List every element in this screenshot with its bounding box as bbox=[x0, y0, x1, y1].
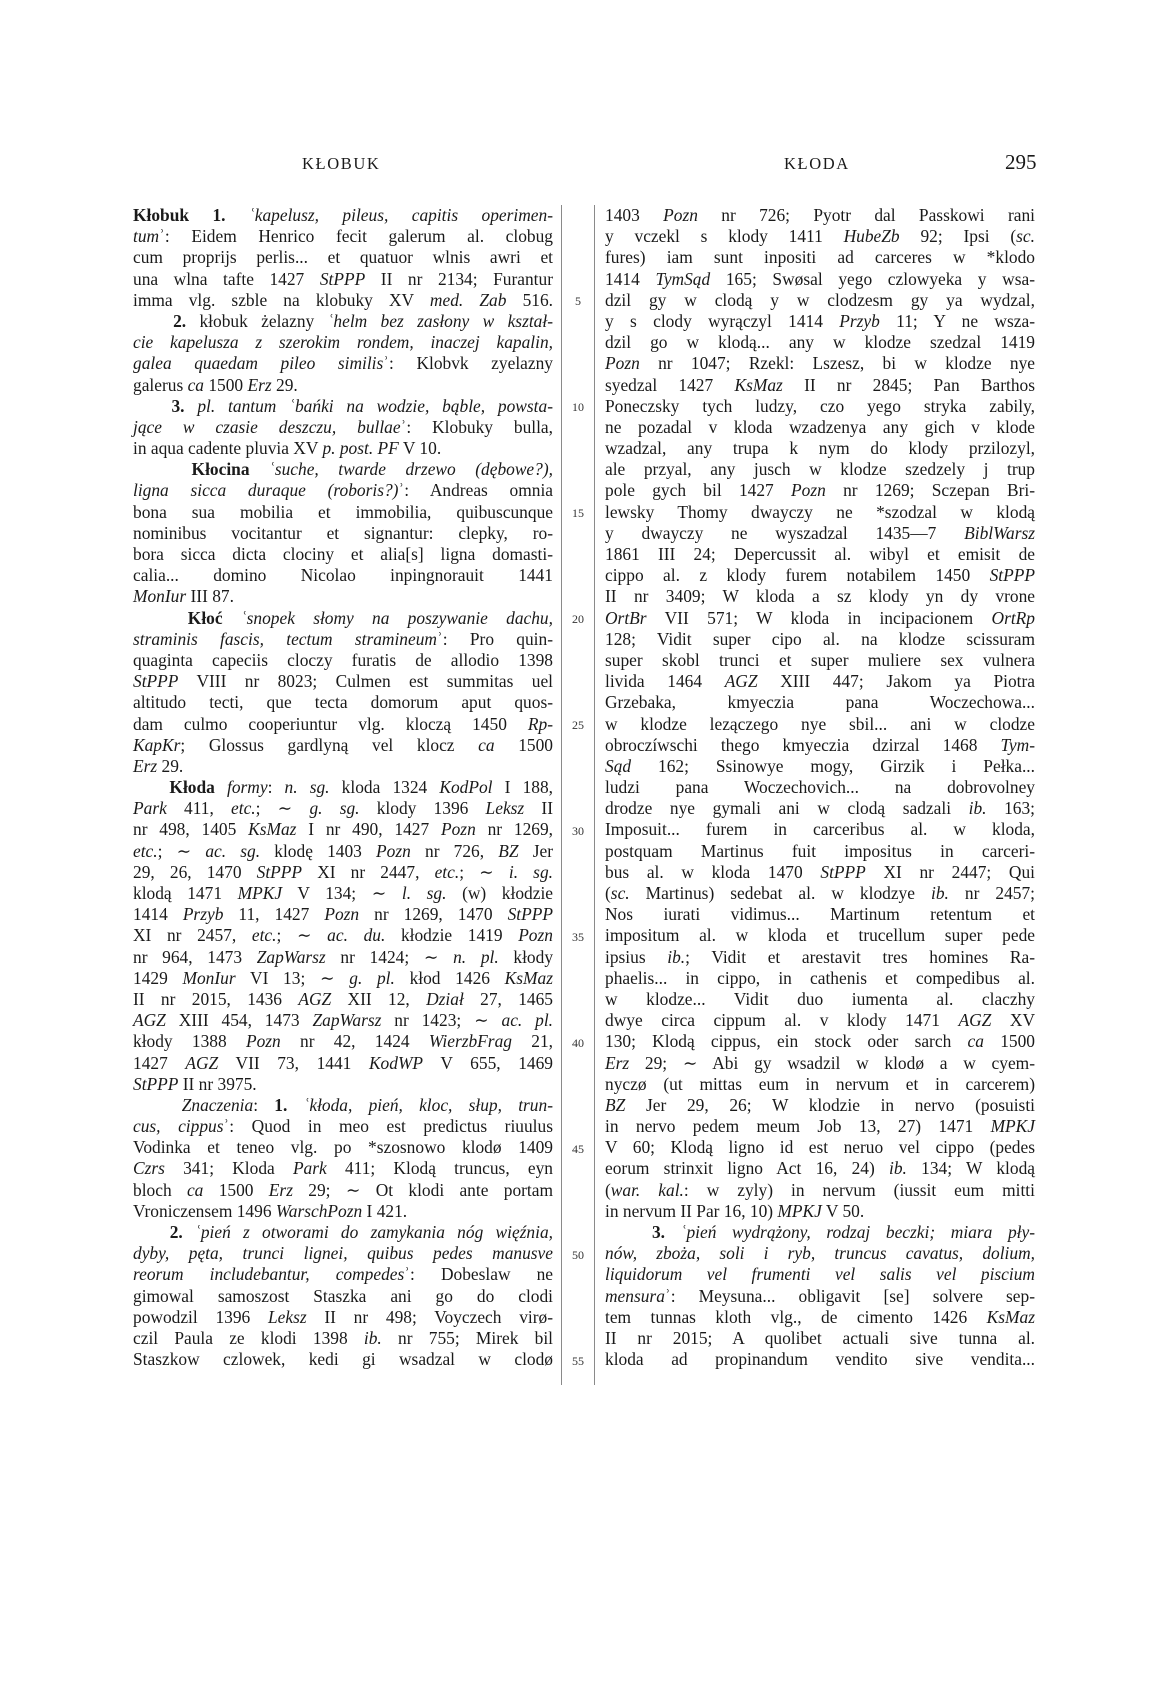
text-line: cum proprijs perlis... et quatuor wlnis awri et bbox=[133, 247, 553, 268]
text-line: y dwayczy ne wyszadzal 1435—7 BiblWarsz bbox=[605, 522, 1035, 543]
text-line: bloch ca 1500 Erz 29; ∼ Ot klodi ante portam bbox=[133, 1179, 554, 1200]
text-line: dyby, pęta, trunci lignei, quibus pedes manusve bbox=[133, 1243, 553, 1264]
gutter-rule-left bbox=[561, 205, 562, 1385]
text-line: Sąd 162; Ssinowye mogy, Girzik i Pełka... bbox=[605, 755, 1035, 776]
gutter-rule-right bbox=[594, 205, 595, 1385]
text-line: tumʾ: Eidem Henrico fecit galerum al. clobug bbox=[133, 226, 553, 247]
text-line: nr 964, 1473 ZapWarsz nr 1424; ∼ n. pl. kłody bbox=[133, 946, 554, 967]
text-line: (sc. Martinus) sedebat al. w klodzye ib. nr 2457; bbox=[605, 883, 1036, 903]
text-line: Kłoć ʿsnopek słomy na poszywanie dachu, bbox=[187, 607, 553, 628]
text-line: Kłoda formy: n. sg. kloda 1324 KodPol I 188, bbox=[169, 777, 553, 798]
text-line: czil Paula ze klodi 1398 ib. nr 755; Mirek bil bbox=[133, 1327, 553, 1348]
line-number: 45 bbox=[572, 1141, 584, 1156]
line-number: 25 bbox=[572, 717, 584, 732]
text-line: 1403 Pozn nr 726; Pyotr dal Passkowi rani bbox=[605, 205, 1035, 225]
text-line: ale przyal, any jusch w klodze szedzely j trup bbox=[605, 459, 1035, 480]
text-line: obroczíwschi thego kmyeczia dzirzal 1468 Tym- bbox=[605, 734, 1035, 755]
text-line: altitudo tecti, que tecta domorum aput quos- bbox=[133, 692, 553, 713]
text-line: 1429 MonIur VI 13; ∼ g. pl. kłod 1426 KsMaz bbox=[133, 967, 553, 988]
text-line: etc.; ∼ ac. sg. klodę 1403 Pozn nr 726, BZ Jer bbox=[133, 840, 553, 861]
text-line: impositum al. w kloda et trucellum super pede bbox=[605, 925, 1035, 946]
text-line: phaelis... in cippo, in cathenis et compedibus al. bbox=[605, 967, 1035, 988]
text-line: y vczekl s klody 1411 HubeZb 92; Ipsi (sc. bbox=[605, 226, 1035, 247]
text-line: 1414 TymSąd 165; Swøsal yego czlowyeka y wsa- bbox=[605, 268, 1036, 289]
text-line: ligna sicca duraque (roboris?)ʾ: Andreas omnia bbox=[133, 480, 553, 501]
text-line: pole gych bil 1427 Pozn nr 1269; Sczepan Bri- bbox=[605, 480, 1035, 501]
line-number: 15 bbox=[572, 505, 584, 520]
text-line: nyczø (ut mittas eum in nervum et in carcerem) bbox=[605, 1073, 1035, 1094]
text-line: 1427 AGZ VII 73, 1441 KodWP V 655, 1469 bbox=[133, 1052, 553, 1073]
line-number: 35 bbox=[572, 929, 584, 944]
line-number: 10 bbox=[572, 399, 584, 414]
line-number: 20 bbox=[572, 611, 584, 626]
page-number: 295 bbox=[1005, 150, 1037, 174]
text-line: dam culmo cooperiuntur vlg. kloczą 1450 Rp- bbox=[133, 713, 553, 734]
text-line: 3. ʿpień wydrążony, rodzaj beczki; miara pły- bbox=[651, 1222, 1035, 1242]
text-line: Znaczenia: 1. ʿkłoda, pień, kloc, słup, trun- bbox=[181, 1094, 553, 1115]
text-line: Grzebaka, kmyeczia pana Woczechowa... bbox=[605, 692, 1035, 713]
running-head-left: KŁOBUK bbox=[302, 154, 381, 173]
text-line: cie kapelusza z szerokim rondem, inaczej kapalin, bbox=[133, 332, 553, 353]
text-line: galea quaedam pileo similisʾ: Klobvk zyelazny bbox=[133, 353, 553, 374]
text-line: 2. kłobuk żelazny ʿhelm bez zasłony w kształ- bbox=[173, 310, 553, 331]
text-line: gimowal samoszost Staszka ani go do clodi bbox=[133, 1285, 553, 1306]
text-line: 128; Vidit super cipo al. na klodze scissuram bbox=[605, 628, 1035, 649]
text-line: Erz 29; ∼ Abi gy wsadzil w klodø a w cyem- bbox=[605, 1052, 1035, 1073]
text-line: super skobl trunci et super muliere sex vulnera bbox=[605, 649, 1035, 670]
line-number: 40 bbox=[572, 1035, 584, 1050]
text-line: V 60; Klodą ligno id est neruo vel cippo (pedes bbox=[605, 1137, 1035, 1158]
text-line: 2. ʿpień z otworami do zamykania nóg więźnia, bbox=[169, 1222, 553, 1242]
text-line: II nr 3409; W kloda a sz klody yn dy vrone bbox=[605, 586, 1035, 607]
text-line: XI nr 2457, etc.; ∼ ac. du. kłodzie 1419 Pozn bbox=[133, 925, 553, 946]
text-line: quaginta capeciis cloczy furatis de allodio 1398 bbox=[133, 649, 553, 670]
text-line: wzadzal, any trupa k nym do klody przilozyl, bbox=[605, 438, 1035, 459]
text-line: OrtBr VII 571; W kloda in incipacionem OrtRp bbox=[605, 607, 1035, 628]
text-line: nr 498, 1405 KsMaz I nr 490, 1427 Pozn nr 1269, bbox=[133, 819, 554, 840]
right-column bbox=[605, 205, 1035, 1370]
text-line: bus al. w kloda 1470 StPPP XI nr 2447; Qui bbox=[605, 861, 1035, 882]
text-line: nominibus vocitantur et signantur: clepky, ro- bbox=[133, 522, 553, 543]
text-line: dzil go w klodą... any w klodze szedzal 1419 bbox=[605, 332, 1035, 353]
text-line: dzil gy w clodą y w clodzesm gy ya wydzal, bbox=[605, 289, 1035, 310]
text-line: calia... domino Nicolao inpingnorauit 1441 bbox=[133, 565, 553, 586]
text-line: klodą 1471 MPKJ V 134; ∼ l. sg. (w) kłodzie bbox=[133, 883, 553, 903]
text-line: w klodze lezączego nye sbil... ani w clodze bbox=[605, 713, 1035, 734]
text-line: Vodinka et teneo vlg. po *szosnowo klodø 1409 bbox=[133, 1137, 553, 1158]
text-line: reorum includebantur, compedesʾ: Dobeslaw ne bbox=[133, 1264, 553, 1285]
text-line: liquidorum vel frumenti vel salis vel piscium bbox=[605, 1264, 1035, 1285]
text-line: in aqua cadente pluvia XV p. post. PF V 10. bbox=[133, 438, 442, 459]
text-line: eorum strinxit ligno Act 16, 24) ib. 134; W klodą bbox=[605, 1158, 1035, 1179]
text-line: lewsky Thomy dwayczy ne *szodzal w klodą bbox=[605, 501, 1035, 522]
text-line: II nr 2015, 1436 AGZ XII 12, Dział 27, 1465 bbox=[133, 988, 553, 1009]
line-number: 5 bbox=[575, 293, 581, 308]
text-line: nów, zboża, soli i ryb, truncus cavatus, dolium, bbox=[605, 1243, 1035, 1264]
running-head-center: KŁODA bbox=[784, 154, 850, 173]
text-line: Kłocina ʿsuche, twarde drzewo (dębowe?), bbox=[191, 459, 553, 480]
text-line: in nervo pedem meum Job 13, 27) 1471 MPKJ bbox=[605, 1116, 1035, 1137]
text-line: II nr 2015; A quolibet actuali sive tunna al. bbox=[605, 1327, 1035, 1348]
text-line: mensuraʾ: Meysuna... obligavit [se] solvere sep- bbox=[605, 1285, 1035, 1306]
text-line: w klodze... Vidit duo iumenta al. claczhy bbox=[605, 988, 1035, 1009]
text-line: in nervum II Par 16, 10) MPKJ V 50. bbox=[605, 1200, 865, 1221]
text-line: powodzil 1396 Leksz II nr 498; Voyczech virø- bbox=[133, 1306, 554, 1327]
text-line: Pozn nr 1047; Rzekl: Lszesz, bi w klodze nye bbox=[605, 353, 1035, 374]
line-number: 50 bbox=[572, 1247, 584, 1262]
text-line: kłody 1388 Pozn nr 42, 1424 WierzbFrag 21, bbox=[133, 1031, 553, 1052]
text-line: Erz 29. bbox=[133, 755, 184, 776]
text-line: cus, cippusʾ: Quod in meo est predictus riuulus bbox=[133, 1116, 553, 1137]
text-line: Czrs 341; Kloda Park 411; Klodą truncus, eyn bbox=[133, 1158, 553, 1179]
text-line: postquam Martinus fuit impositus in carceri- bbox=[605, 840, 1035, 861]
text-line: (war. kal.: w zyly) in nervum (iussit eum mitti bbox=[605, 1179, 1035, 1200]
text-line: jące w czasie deszczu, bullaeʾ: Klobuky bulla, bbox=[133, 416, 553, 437]
text-line: StPPP II nr 3975. bbox=[133, 1073, 257, 1094]
text-line: KapKr; Glossus gardlyną vel klocz ca 1500 bbox=[133, 734, 553, 755]
text-line: ludzi pana Woczechovich... na dobrovolney bbox=[605, 777, 1035, 798]
text-line: 29, 26, 1470 StPPP XI nr 2447, etc.; ∼ i. sg. bbox=[133, 861, 553, 882]
text-line: y s clody wyrączyl 1414 Przyb 11; Y ne wsza- bbox=[605, 310, 1035, 331]
text-line: AGZ XIII 454, 1473 ZapWarsz nr 1423; ∼ ac. pl. bbox=[133, 1010, 554, 1031]
text-line: Imposuit... furem in carceribus al. w kloda, bbox=[605, 819, 1035, 840]
text-line: tem tunnas kloth vlg., de cimento 1426 KsMaz bbox=[605, 1306, 1035, 1327]
text-line: straminis fascis, tectum stramineumʾ: Pro quin- bbox=[133, 628, 554, 649]
text-line: bona sua mobilia et immobilia, quibuscunque bbox=[133, 501, 553, 522]
text-line: 1414 Przyb 11, 1427 Pozn nr 1269, 1470 StPPP bbox=[133, 904, 553, 925]
line-number: 55 bbox=[572, 1353, 584, 1368]
text-line: livida 1464 AGZ XIII 447; Jakom ya Piotra bbox=[605, 671, 1035, 692]
text-line: una wlna tafte 1427 StPPP II nr 2134; Furantur bbox=[133, 268, 554, 289]
text-line: galerus ca 1500 Erz 29. bbox=[133, 374, 298, 395]
left-column bbox=[133, 205, 553, 1370]
text-line: dwye circa cippum al. v klody 1471 AGZ XV bbox=[605, 1010, 1035, 1031]
text-line: Vroniczensem 1496 WarschPozn I 421. bbox=[133, 1200, 408, 1221]
text-line: syedzal 1427 KsMaz II nr 2845; Pan Barthos bbox=[605, 374, 1036, 395]
text-line: 3. pl. tantum ʿbańki na wodzie, bąble, powsta- bbox=[171, 395, 553, 416]
line-number: 30 bbox=[572, 823, 584, 838]
text-line: drodze nye gymali ani w clodą sadzali ib. 163; bbox=[605, 798, 1036, 819]
text-line: bora sicca dicta clociny et alia[s] ligna domasti- bbox=[133, 544, 553, 564]
text-line: ipsius ib.; Vidit et arestavit tres homines Ra- bbox=[605, 946, 1035, 967]
text-line: Kłobuk 1. ʿkapelusz, pileus, capitis operimen- bbox=[133, 205, 553, 225]
text-line: Poneczsky tych ludzy, czo yego stryka zabily, bbox=[605, 395, 1035, 416]
text-line: BZ Jer 29, 26; W klodzie in nervo (posuisti bbox=[605, 1094, 1035, 1115]
text-line: Nos iurati vidimus... Martinum retentum et bbox=[605, 904, 1035, 925]
text-line: MonIur III 87. bbox=[133, 586, 234, 607]
text-line: cippo al. z klody furem notabilem 1450 StPPP bbox=[605, 565, 1035, 586]
text-line: fures) iam sunt inpositi ad carceres w *klodo bbox=[605, 247, 1035, 268]
text-line: 1861 III 24; Depercussit al. wibyl et emisit de bbox=[605, 544, 1035, 564]
text-line: Park 411, etc.; ∼ g. sg. klody 1396 Leksz II bbox=[133, 798, 553, 819]
text-line: StPPP VIII nr 8023; Culmen est summitas uel bbox=[133, 671, 553, 692]
text-line: 130; Klodą cippus, ein stock oder sarch ca 1500 bbox=[605, 1031, 1035, 1052]
text-line: ne pozadal v kloda wzadzenya any gich v klode bbox=[605, 416, 1035, 437]
text-line: kloda ad propinandum vendito sive vendita... bbox=[605, 1349, 1035, 1370]
line-number-gutter bbox=[561, 205, 595, 1385]
text-line: imma vlg. szble na klobuky XV med. Zab 516. bbox=[133, 289, 554, 310]
text-line: Staszkow czlowek, kedi gi wsadzal w clodø bbox=[133, 1349, 553, 1370]
